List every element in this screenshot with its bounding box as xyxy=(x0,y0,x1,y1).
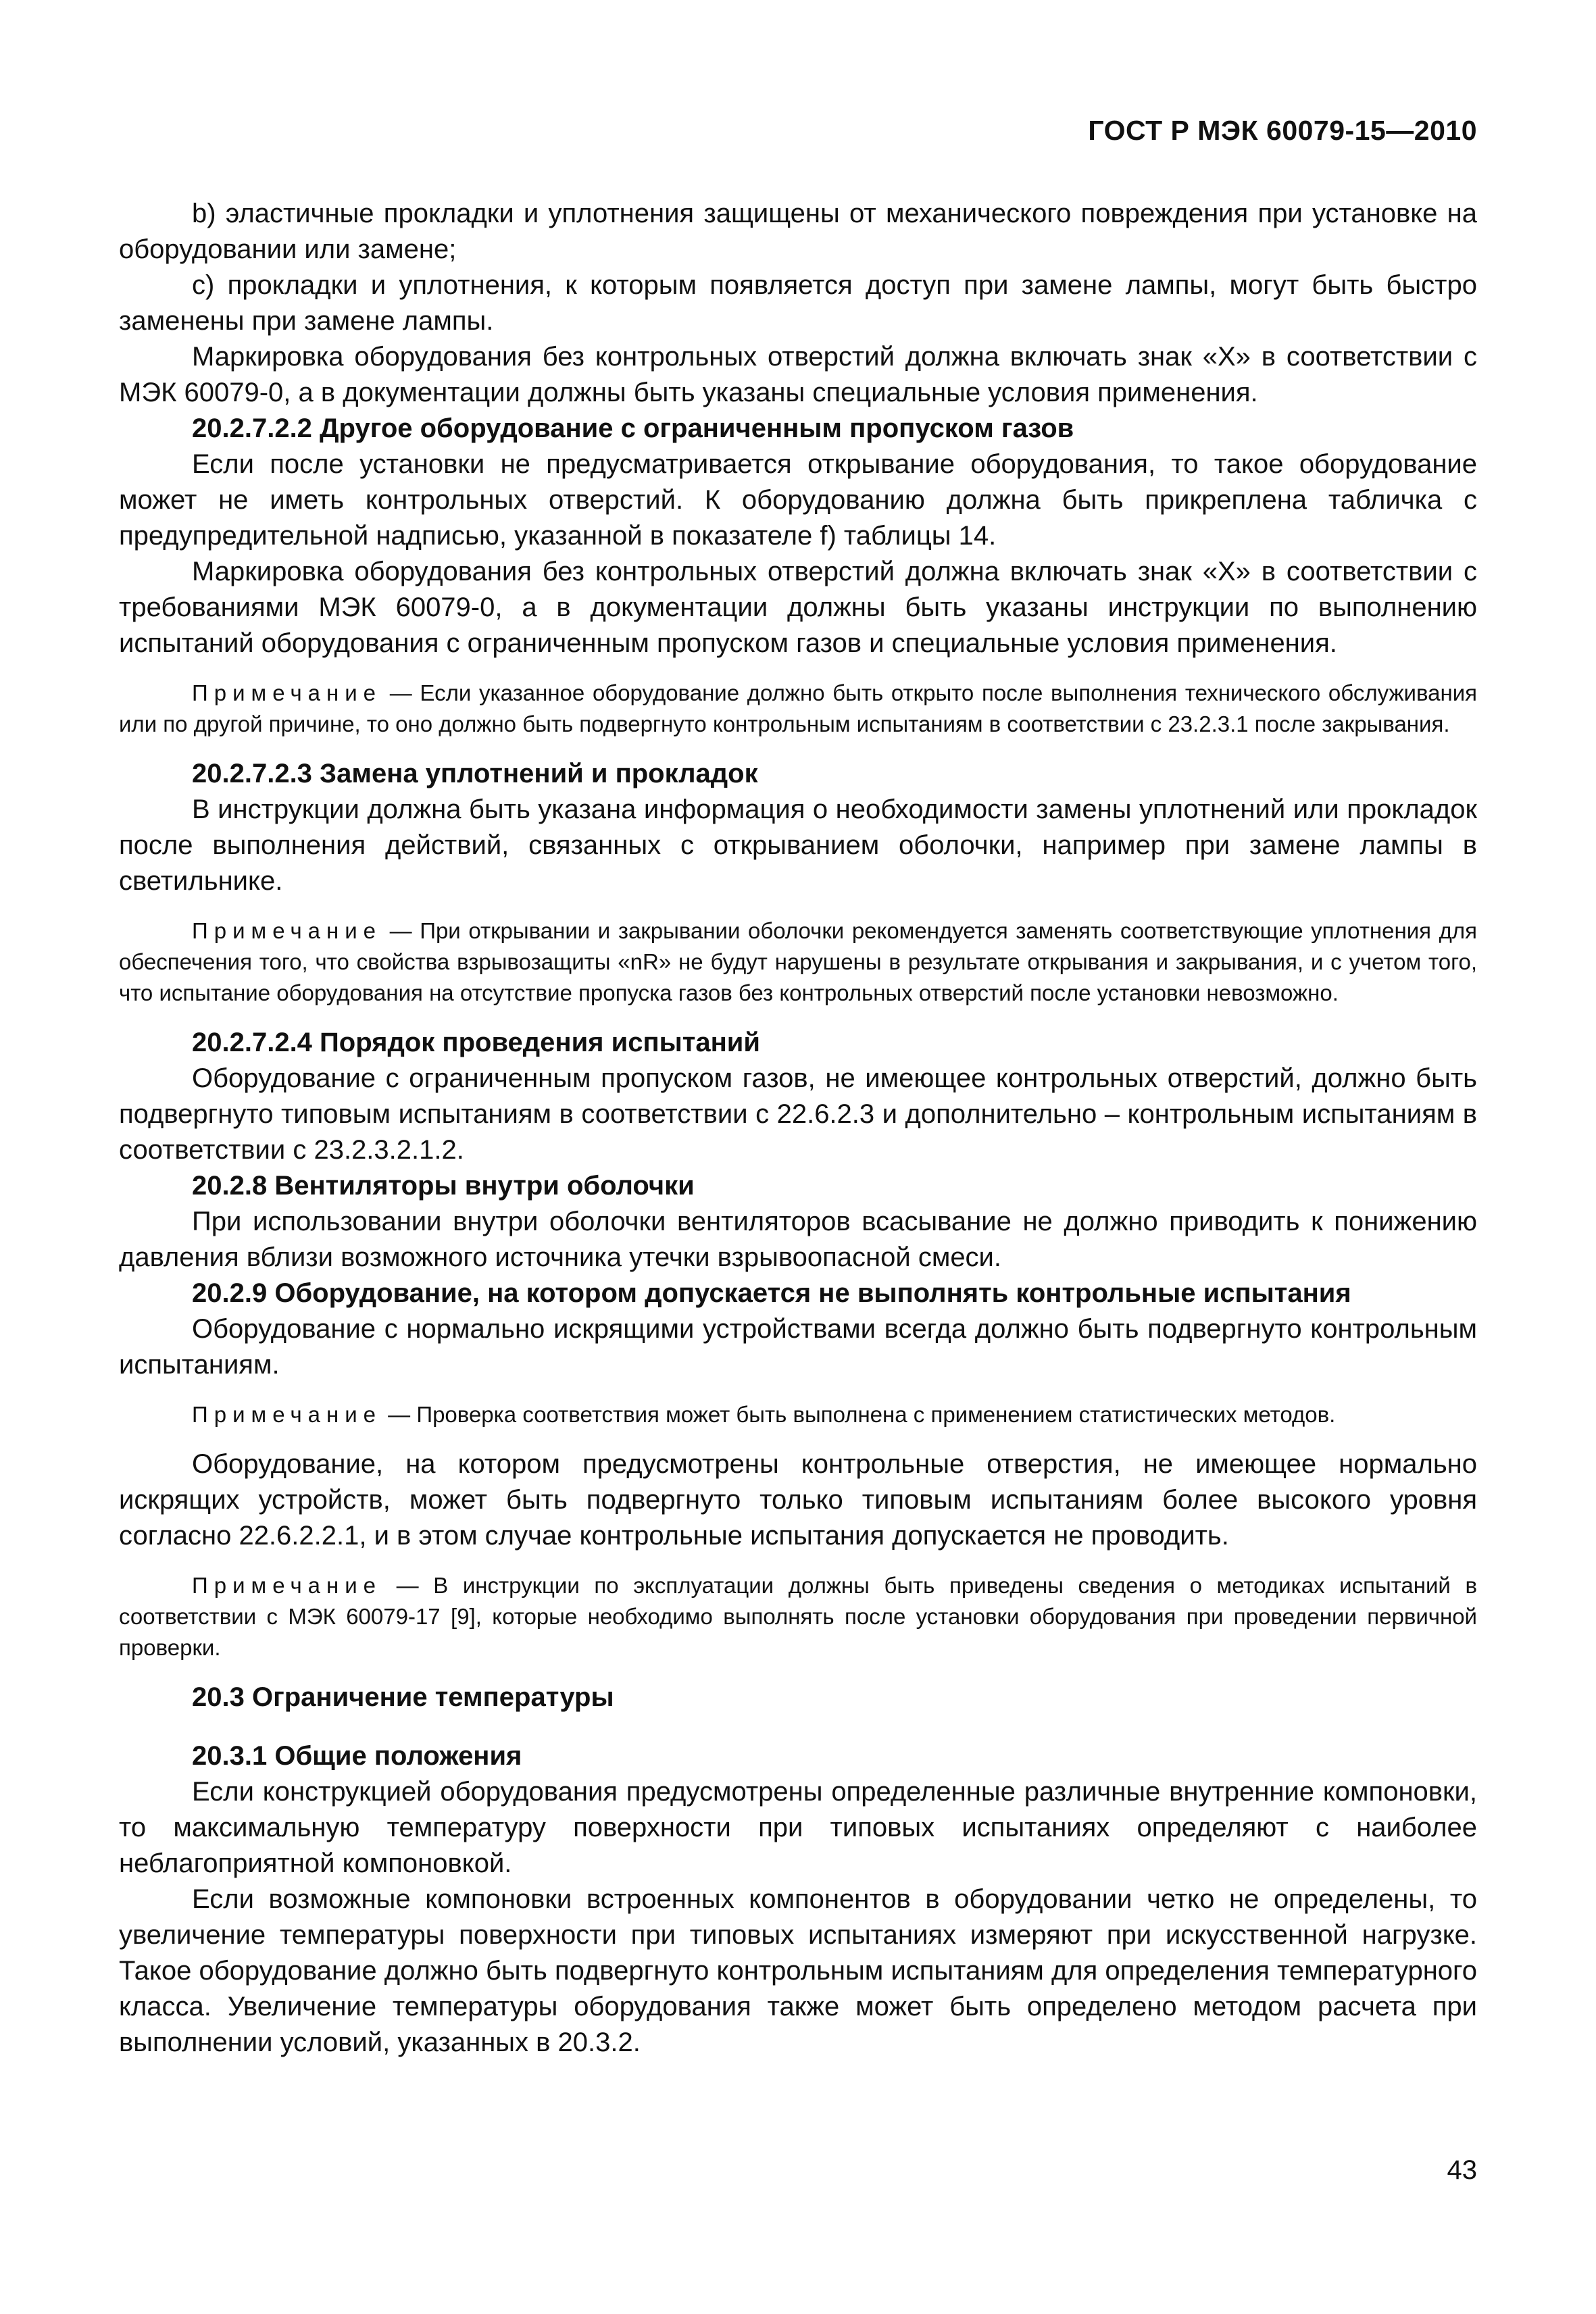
note-label: Примечание xyxy=(192,1573,382,1598)
section-heading: 20.2.7.2.2 Другое оборудование с ограниченным пропуском газов xyxy=(192,413,1074,443)
section-heading: 20.2.7.2.4 Порядок проведения испытаний xyxy=(192,1028,760,1057)
section-heading: 20.3.1 Общие положения xyxy=(192,1741,522,1771)
section-heading: 20.3 Ограничение температуры xyxy=(192,1682,614,1712)
section-heading: 20.2.9 Оборудование, на котором допускается не выполнять контрольные испытания xyxy=(192,1278,1351,1308)
paragraph: Маркировка оборудования без контрольных отверстий должна включать знак «X» в соответствии с МЭК 60079-0, а в документации должны быть указаны специальные условия применения. xyxy=(119,342,1477,407)
note xyxy=(119,915,1477,1009)
paragraph: Оборудование с ограниченным пропуском газов, не имеющее контрольных отверстий, должно быть подвергнуто типовым испытаниям в соответствии с 22.6.2.3 и дополнительно – контрольным испытаниям в соответствии с 23.2.3.2.1.2. xyxy=(119,1063,1477,1165)
paragraph: При использовании внутри оболочки вентиляторов всасывание не должно приводить к понижению давления вблизи возможного источника утечки взрывоопасной смеси. xyxy=(119,1207,1477,1272)
note-text: — При открывании и закрывании оболочки рекомендуется заменять соответствующие уплотнения для обеспечения того, что свойства взрывозащиты «nR» не будут нарушены в результате открывания и закрывания, и с учетом того, что испытание оборудования на отсутствие пропуска газов без контрольных отверстий после установки невозможно. xyxy=(119,918,1477,1005)
note-label: Примечание xyxy=(192,1402,382,1427)
paragraph: Если возможные компоновки встроенных компонентов в оборудовании четко не определены, то увеличение температуры поверхности при типовых испытаниях измеряют при искусственной нагрузке. Такое оборудование должно быть подвергнуто контрольным испытаниям для определения температурного класса. Увеличение температуры оборудования также может быть определено методом расчета при выполнении условий, указанных в 20.3.2. xyxy=(119,1884,1477,2057)
document-header: ГОСТ Р МЭК 60079-15—2010 xyxy=(1088,115,1477,146)
paragraph: b) эластичные прокладки и уплотнения защищены от механического повреждения при установке на оборудовании или замене; xyxy=(119,199,1477,264)
paragraph: Если конструкцией оборудования предусмотрены определенные различные внутренние компоновки, то максимальную температуру поверхности при типовых испытаниях определяют с наиболее неблагоприятной компоновкой. xyxy=(119,1777,1477,1878)
note-label: Примечание xyxy=(192,680,382,705)
note xyxy=(119,1570,1477,1663)
paragraph: Оборудование с нормально искрящими устройствами всегда должно быть подвергнуто контрольным испытаниям. xyxy=(119,1314,1477,1380)
section-heading: 20.2.8 Вентиляторы внутри оболочки xyxy=(192,1171,695,1201)
note xyxy=(119,678,1477,740)
paragraph: Маркировка оборудования без контрольных отверстий должна включать знак «X» в соответствии с требованиями МЭК 60079-0, а в документации должны быть указаны инструкции по выполнению испытаний оборудования с ограниченным пропуском газов и специальные условия применения. xyxy=(119,557,1477,658)
paragraph: В инструкции должна быть указана информация о необходимости замены уплотнений или прокладок после выполнения действий, связанных с открыванием оболочки, например при замене лампы в светильнике. xyxy=(119,795,1477,896)
page-number: 43 xyxy=(1447,2155,1477,2185)
section-heading: 20.2.7.2.3 Замена уплотнений и прокладок xyxy=(192,759,758,788)
note-text: — В инструкции по эксплуатации должны быть приведены сведения о методиках испытаний в соответствии с МЭК 60079-17 [9], которые необходимо выполнять после установки оборудования при проведении первичной проверки. xyxy=(119,1573,1477,1660)
note-text: — Проверка соответствия может быть выполнена с применением статистических методов. xyxy=(382,1402,1336,1427)
note xyxy=(119,1399,1477,1430)
document-body xyxy=(119,196,1477,2061)
note-label: Примечание xyxy=(192,918,382,943)
paragraph: Оборудование, на котором предусмотрены контрольные отверстия, не имеющее нормально искрящих устройств, может быть подвергнуто только типовым испытаниям более высокого уровня согласно 22.6.2.2.1, и в этом случае контрольные испытания допускается не проводить. xyxy=(119,1449,1477,1551)
paragraph: c) прокладки и уплотнения, к которым появляется доступ при замене лампы, могут быть быстро заменены при замене лампы. xyxy=(119,270,1477,336)
paragraph: Если после установки не предусматривается открывание оборудования, то такое оборудование может не иметь контрольных отверстий. К оборудованию должна быть прикреплена табличка с предупредительной надписью, указанной в показателе f) таблицы 14. xyxy=(119,449,1477,551)
note-text: — Если указанное оборудование должно быть открыто после выполнения технического обслуживания или по другой причине, то оно должно быть подвергнуто контрольным испытаниям в соответствии с 23.2.3.1 после закрывания. xyxy=(119,680,1477,736)
